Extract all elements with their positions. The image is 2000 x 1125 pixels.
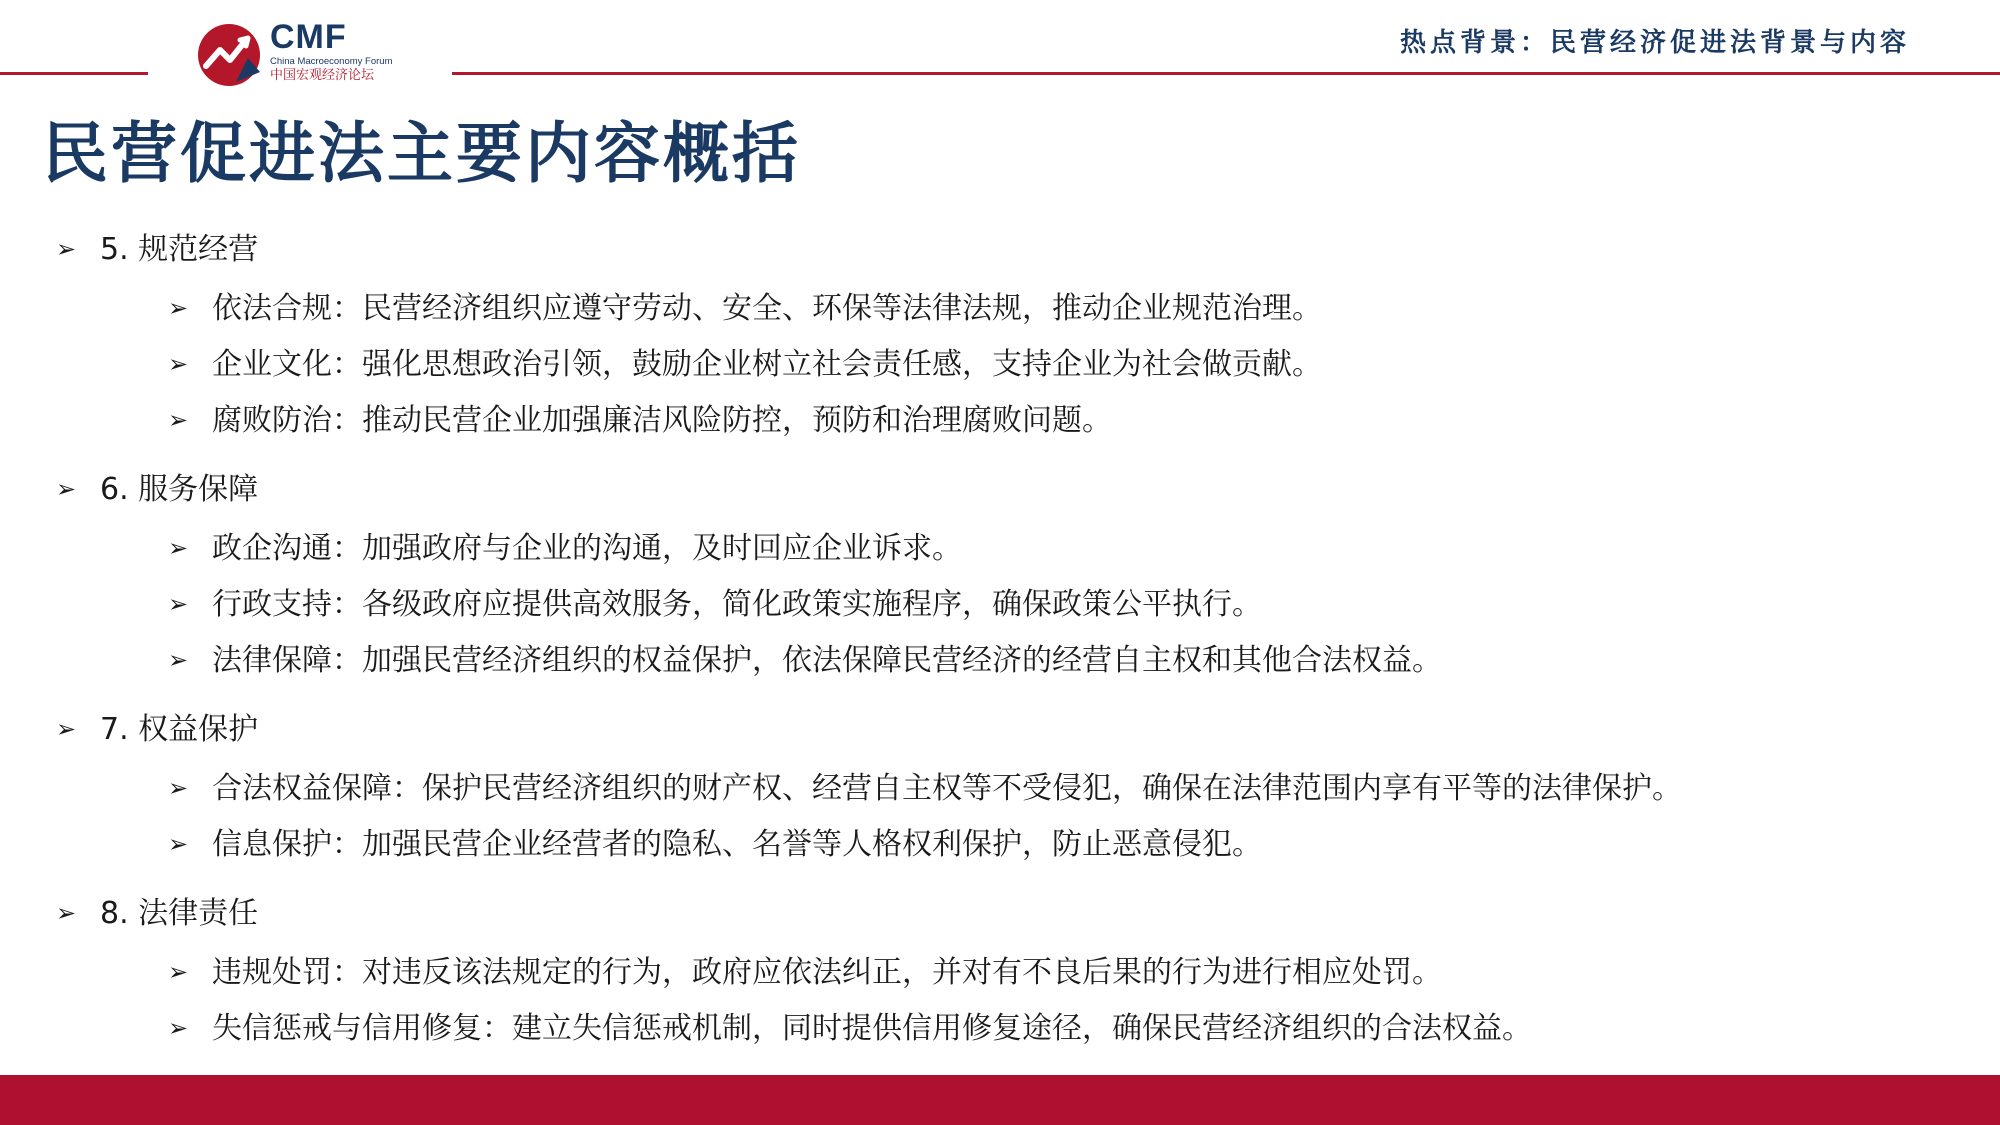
list-item: ➢ 法律保障：加强民营经济组织的权益保护，依法保障民营经济的经营自主权和其他合法权益。 [168, 640, 1442, 681]
list-item: ➢ 企业文化：强化思想政治引领，鼓励企业树立社会责任感，支持企业为社会做贡献。 [168, 344, 1322, 385]
list-item: ➢ 信息保护：加强民营企业经营者的隐私、名誉等人格权利保护，防止恶意侵犯。 [168, 824, 1262, 865]
list-item: ➢ 违规处罚：对违反该法规定的行为，政府应依法纠正，并对有不良后果的行为进行相应处罚。 [168, 952, 1442, 993]
arrowhead-bullet-icon: ➢ [168, 534, 189, 562]
page-title: 民营促进法主要内容概括 [42, 115, 801, 192]
list-item: ➢ 依法合规：民营经济组织应遵守劳动、安全、环保等法律法规，推动企业规范治理。 [168, 288, 1322, 329]
list-item: ➢ 失信惩戒与信用修复：建立失信惩戒机制，同时提供信用修复途径，确保民营经济组织的合法权益。 [168, 1008, 1532, 1049]
arrowhead-bullet-icon: ➢ [168, 646, 189, 674]
arrowhead-bullet-icon: ➢ [56, 235, 77, 263]
list-item: ➢ 腐败防治：推动民营企业加强廉洁风险防控，预防和治理腐败问题。 [168, 400, 1112, 441]
arrowhead-bullet-icon: ➢ [168, 1014, 189, 1042]
section-heading: ➢ 8. 法律责任 [56, 893, 258, 934]
arrowhead-bullet-icon: ➢ [168, 830, 189, 858]
section-heading: ➢ 5. 规范经营 [56, 229, 258, 270]
arrowhead-bullet-icon: ➢ [56, 715, 77, 743]
arrowhead-bullet-icon: ➢ [168, 958, 189, 986]
list-item: ➢ 行政支持：各级政府应提供高效服务，简化政策实施程序，确保政策公平执行。 [168, 584, 1262, 625]
section-heading: ➢ 6. 服务保障 [56, 469, 258, 510]
header-section-title: 热点背景：民营经济促进法背景与内容 [1399, 28, 1910, 58]
list-item: ➢ 政企沟通：加强政府与企业的沟通，及时回应企业诉求。 [168, 528, 962, 569]
arrowhead-bullet-icon: ➢ [168, 774, 189, 802]
logo-chinese-name: 中国宏观经济论坛 [270, 68, 375, 83]
list-item: ➢ 合法权益保障：保护民营经济组织的财产权、经营自主权等不受侵犯，确保在法律范围内享有平等的法律保护。 [168, 768, 1682, 809]
arrowhead-bullet-icon: ➢ [168, 406, 189, 434]
logo-abbreviation: CMF [270, 18, 347, 56]
arrowhead-bullet-icon: ➢ [168, 294, 189, 322]
arrowhead-bullet-icon: ➢ [56, 475, 77, 503]
arrowhead-bullet-icon: ➢ [168, 350, 189, 378]
logo-english-name: China Macroeconomy Forum [270, 56, 393, 67]
footer-bar [0, 1075, 2000, 1125]
arrowhead-bullet-icon: ➢ [168, 590, 189, 618]
arrowhead-bullet-icon: ➢ [56, 899, 77, 927]
section-heading: ➢ 7. 权益保护 [56, 709, 258, 750]
